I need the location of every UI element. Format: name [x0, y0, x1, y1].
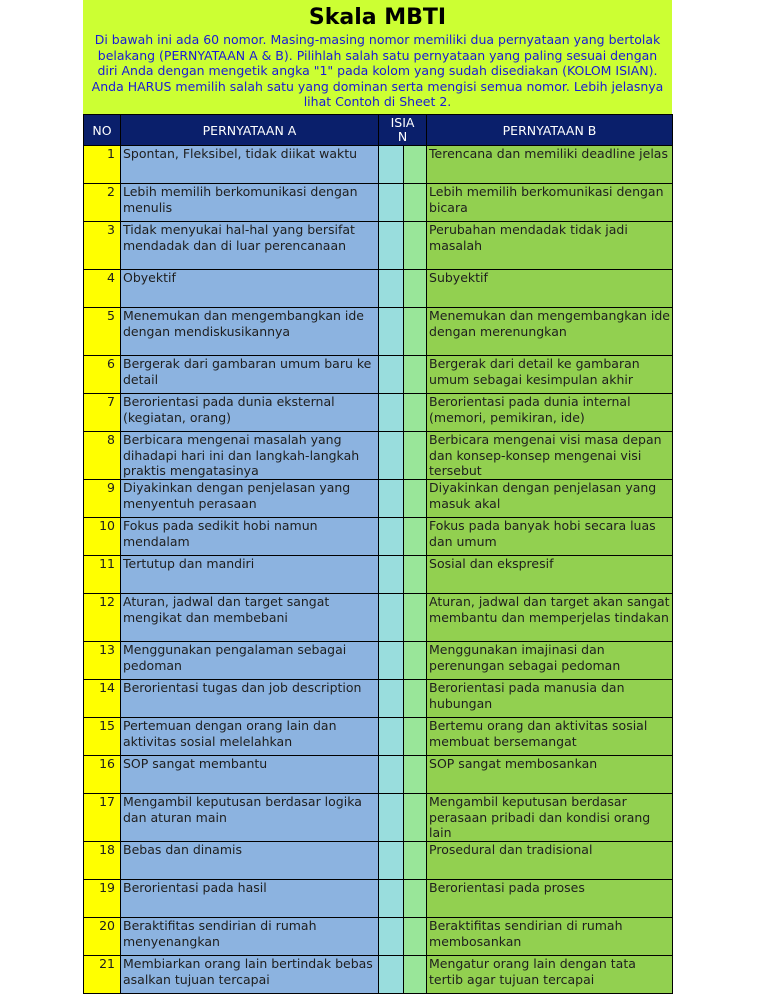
pernyataan-a-cell: Berbicara mengenai masalah yang dihadapi hari ini dan langkah-langkah praktis mengatasinya: [121, 432, 379, 480]
row-number: 10: [84, 518, 121, 556]
isian-a-input-cell[interactable]: [379, 594, 404, 642]
pernyataan-b-cell: Menggunakan imajinasi dan perenungan sebagai pedoman: [427, 642, 673, 680]
isian-a-input-cell[interactable]: [379, 270, 404, 308]
table-row: [84, 956, 673, 994]
row-number: 6: [84, 356, 121, 394]
isian-a-input-cell[interactable]: [379, 480, 404, 518]
pernyataan-a-cell: Menggunakan pengalaman sebagai pedoman: [121, 642, 379, 680]
pernyataan-a-cell: Tidak menyukai hal-hal yang bersifat mendadak dan di luar perencanaan: [121, 222, 379, 270]
isian-a-input-cell[interactable]: [379, 794, 404, 842]
pernyataan-b-cell: Menemukan dan mengembangkan ide dengan merenungkan: [427, 308, 673, 356]
pernyataan-a-cell: Beraktifitas sendirian di rumah menyenangkan: [121, 918, 379, 956]
isian-b-input-cell[interactable]: [404, 842, 427, 880]
table-row: [84, 556, 673, 594]
row-number: 2: [84, 184, 121, 222]
pernyataan-a-cell: Diyakinkan dengan penjelasan yang menyentuh perasaan: [121, 480, 379, 518]
isian-b-input-cell[interactable]: [404, 680, 427, 718]
table-row: [84, 480, 673, 518]
pernyataan-b-cell: Lebih memilih berkomunikasi dengan bicara: [427, 184, 673, 222]
pernyataan-b-cell: Beraktifitas sendirian di rumah membosankan: [427, 918, 673, 956]
row-number: 8: [84, 432, 121, 480]
pernyataan-b-cell: Subyektif: [427, 270, 673, 308]
isian-a-input-cell[interactable]: [379, 184, 404, 222]
isian-b-input-cell[interactable]: [404, 518, 427, 556]
column-header-pernyataan-a: PERNYATAAN A: [121, 115, 379, 146]
isian-b-input-cell[interactable]: [404, 356, 427, 394]
isian-b-input-cell[interactable]: [404, 394, 427, 432]
pernyataan-b-cell: Prosedural dan tradisional: [427, 842, 673, 880]
pernyataan-a-cell: Bebas dan dinamis: [121, 842, 379, 880]
pernyataan-a-cell: SOP sangat membantu: [121, 756, 379, 794]
pernyataan-a-cell: Berorientasi pada dunia eksternal (kegiatan, orang): [121, 394, 379, 432]
table-row: [84, 432, 673, 480]
pernyataan-b-cell: Bergerak dari detail ke gambaran umum sebagai kesimpulan akhir: [427, 356, 673, 394]
isian-b-input-cell[interactable]: [404, 642, 427, 680]
isian-b-input-cell[interactable]: [404, 918, 427, 956]
isian-b-input-cell[interactable]: [404, 718, 427, 756]
row-number: 12: [84, 594, 121, 642]
isian-a-input-cell[interactable]: [379, 956, 404, 994]
isian-b-input-cell[interactable]: [404, 956, 427, 994]
pernyataan-b-cell: Mengatur orang lain dengan tata tertib agar tujuan tercapai: [427, 956, 673, 994]
isian-a-input-cell[interactable]: [379, 642, 404, 680]
isian-a-input-cell[interactable]: [379, 394, 404, 432]
page-title: Skala MBTI: [308, 5, 447, 30]
table-row: [84, 794, 673, 842]
table-row: [84, 594, 673, 642]
isian-a-input-cell[interactable]: [379, 356, 404, 394]
pernyataan-a-cell: Tertutup dan mandiri: [121, 556, 379, 594]
isian-b-input-cell[interactable]: [404, 270, 427, 308]
pernyataan-a-cell: Spontan, Fleksibel, tidak diikat waktu: [121, 146, 379, 184]
table-row: [84, 308, 673, 356]
table-row: [84, 394, 673, 432]
isian-b-input-cell[interactable]: [404, 308, 427, 356]
row-number: 14: [84, 680, 121, 718]
row-number: 16: [84, 756, 121, 794]
table-row: [84, 146, 673, 184]
isian-b-input-cell[interactable]: [404, 184, 427, 222]
row-number: 7: [84, 394, 121, 432]
row-number: 5: [84, 308, 121, 356]
pernyataan-b-cell: Berorientasi pada proses: [427, 880, 673, 918]
table-row: [84, 184, 673, 222]
pernyataan-b-cell: Berorientasi pada dunia internal (memori, pemikiran, ide): [427, 394, 673, 432]
row-number: 17: [84, 794, 121, 842]
isian-a-input-cell[interactable]: [379, 518, 404, 556]
isian-a-input-cell[interactable]: [379, 680, 404, 718]
spreadsheet-sheet: [83, 0, 672, 994]
pernyataan-a-cell: Berorientasi pada hasil: [121, 880, 379, 918]
isian-b-input-cell[interactable]: [404, 794, 427, 842]
table-row: [84, 880, 673, 918]
column-header-no: NO: [84, 115, 121, 146]
table-row: [84, 756, 673, 794]
table-row: [84, 356, 673, 394]
row-number: 9: [84, 480, 121, 518]
isian-b-input-cell[interactable]: [404, 556, 427, 594]
pernyataan-b-cell: Berorientasi pada manusia dan hubungan: [427, 680, 673, 718]
isian-a-input-cell[interactable]: [379, 308, 404, 356]
pernyataan-b-cell: Fokus pada banyak hobi secara luas dan umum: [427, 518, 673, 556]
row-number: 11: [84, 556, 121, 594]
pernyataan-b-cell: Terencana dan memiliki deadline jelas: [427, 146, 673, 184]
table-row: [84, 918, 673, 956]
isian-b-input-cell[interactable]: [404, 880, 427, 918]
pernyataan-b-cell: Aturan, jadwal dan target akan sangat membantu dan memperjelas tindakan: [427, 594, 673, 642]
pernyataan-a-cell: Obyektif: [121, 270, 379, 308]
table-row: [84, 518, 673, 556]
row-number: 1: [84, 146, 121, 184]
pernyataan-a-cell: Aturan, jadwal dan target sangat mengikat dan membebani: [121, 594, 379, 642]
isian-b-input-cell[interactable]: [404, 222, 427, 270]
pernyataan-b-cell: Mengambil keputusan berdasar perasaan pribadi dan kondisi orang lain: [427, 794, 673, 842]
pernyataan-b-cell: Sosial dan ekspresif: [427, 556, 673, 594]
table-header-row: [84, 115, 673, 146]
pernyataan-b-cell: Perubahan mendadak tidak jadi masalah: [427, 222, 673, 270]
table-row: [84, 842, 673, 880]
isian-a-input-cell[interactable]: [379, 718, 404, 756]
pernyataan-a-cell: Bergerak dari gambaran umum baru ke detail: [121, 356, 379, 394]
isian-a-input-cell[interactable]: [379, 432, 404, 480]
pernyataan-b-cell: SOP sangat membosankan: [427, 756, 673, 794]
column-header-pernyataan-b: PERNYATAAN B: [427, 115, 673, 146]
isian-a-input-cell[interactable]: [379, 222, 404, 270]
pernyataan-a-cell: Fokus pada sedikit hobi namun mendalam: [121, 518, 379, 556]
instructions-text: Di bawah ini ada 60 nomor. Masing-masing nomor memiliki dua pernyataan yang bertolak belakang (PERNYATAAN A & B). Pilihlah salah satu pernyataan yang paling sesuai dengan diri Anda dengan mengetik angka "1" pada kolom yang sudah disediakan (KOLOM ISIAN). Anda HARUS memilih salah satu yang dominan serta mengisi semua nomor. Lebih jelasnya lihat Contoh di Sheet 2.: [91, 32, 664, 109]
isian-b-input-cell[interactable]: [404, 756, 427, 794]
table-row: [84, 642, 673, 680]
pernyataan-b-cell: Berbicara mengenai visi masa depan dan konsep-konsep mengenai visi tersebut: [427, 432, 673, 480]
isian-a-input-cell[interactable]: [379, 880, 404, 918]
isian-a-input-cell[interactable]: [379, 842, 404, 880]
table-row: [84, 680, 673, 718]
row-number: 3: [84, 222, 121, 270]
row-number: 20: [84, 918, 121, 956]
table-row: [84, 222, 673, 270]
pernyataan-a-cell: Membiarkan orang lain bertindak bebas asalkan tujuan tercapai: [121, 956, 379, 994]
table-row: [84, 270, 673, 308]
pernyataan-b-cell: Bertemu orang dan aktivitas sosial membuat bersemangat: [427, 718, 673, 756]
isian-b-input-cell[interactable]: [404, 146, 427, 184]
pernyataan-a-cell: Berorientasi tugas dan job description: [121, 680, 379, 718]
row-number: 13: [84, 642, 121, 680]
isian-a-input-cell[interactable]: [379, 556, 404, 594]
table-row: [84, 718, 673, 756]
row-number: 4: [84, 270, 121, 308]
header-banner: [83, 0, 672, 114]
pernyataan-a-cell: Mengambil keputusan berdasar logika dan aturan main: [121, 794, 379, 842]
pernyataan-a-cell: Lebih memilih berkomunikasi dengan menulis: [121, 184, 379, 222]
isian-a-input-cell[interactable]: [379, 146, 404, 184]
isian-b-input-cell[interactable]: [404, 594, 427, 642]
row-number: 21: [84, 956, 121, 994]
row-number: 18: [84, 842, 121, 880]
pernyataan-b-cell: Diyakinkan dengan penjelasan yang masuk akal: [427, 480, 673, 518]
isian-a-input-cell[interactable]: [379, 756, 404, 794]
column-header-isian: ISIA N: [379, 115, 427, 146]
pernyataan-a-cell: Pertemuan dengan orang lain dan aktivitas sosial melelahkan: [121, 718, 379, 756]
isian-b-input-cell[interactable]: [404, 480, 427, 518]
pernyataan-a-cell: Menemukan dan mengembangkan ide dengan mendiskusikannya: [121, 308, 379, 356]
row-number: 15: [84, 718, 121, 756]
isian-b-input-cell[interactable]: [404, 432, 427, 480]
mbti-table: [83, 114, 673, 994]
row-number: 19: [84, 880, 121, 918]
isian-a-input-cell[interactable]: [379, 918, 404, 956]
